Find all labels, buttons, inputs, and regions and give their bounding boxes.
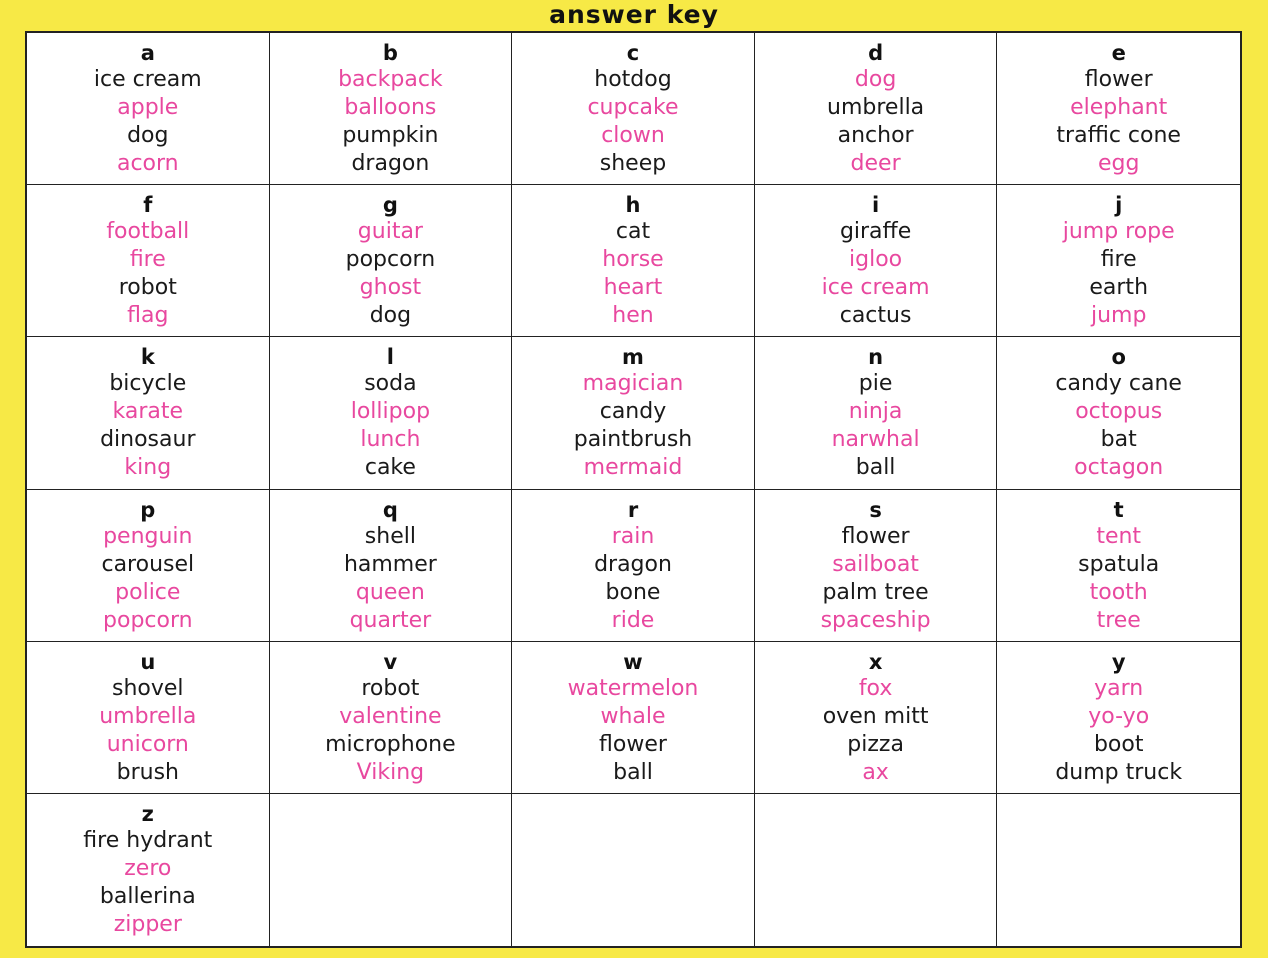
matching-word: king (124, 455, 172, 481)
cell-letter: z (141, 801, 154, 826)
matching-word: ghost (359, 275, 422, 301)
cell-letter: p (140, 497, 156, 522)
nonmatching-word: dragon (351, 151, 430, 176)
nonmatching-word: sheep (599, 151, 667, 176)
nonmatching-word: pie (858, 371, 893, 397)
letter-cell-n (755, 337, 998, 489)
matching-word: umbrella (99, 703, 197, 729)
letter-cell-p (27, 490, 270, 642)
matching-word: karate (112, 399, 184, 425)
cell-letter: r (627, 497, 639, 522)
nonmatching-word: bat (1100, 427, 1137, 453)
cell-letter: d (868, 41, 884, 65)
nonmatching-word: bicycle (109, 371, 187, 397)
nonmatching-word: oven mitt (822, 703, 929, 729)
matching-word: ninja (848, 399, 903, 425)
page-title: answer key (549, 0, 719, 29)
matching-word: penguin (103, 523, 193, 549)
letter-cell-w (512, 642, 755, 794)
cell-letter: e (1111, 41, 1126, 65)
letter-cell-v (270, 642, 513, 794)
letter-cell-e (997, 33, 1240, 185)
matching-word: football (106, 219, 190, 245)
nonmatching-word: robot (361, 675, 420, 701)
cell-letter: u (140, 649, 156, 674)
matching-word: balloons (344, 95, 437, 120)
nonmatching-word: giraffe (839, 219, 912, 245)
matching-word: yarn (1094, 675, 1144, 701)
matching-word: tree (1096, 607, 1141, 633)
cell-letter: n (868, 345, 884, 370)
matching-word: queen (355, 579, 425, 605)
cell-letter: a (140, 41, 155, 65)
letter-cell-u (27, 642, 270, 794)
nonmatching-word: paintbrush (573, 427, 693, 453)
letter-cell-h (512, 185, 755, 337)
matching-word: ride (611, 607, 655, 633)
matching-word: egg (1097, 151, 1140, 176)
nonmatching-word: bone (605, 579, 661, 605)
matching-word: unicorn (106, 731, 189, 757)
cell-letter: f (143, 193, 153, 218)
nonmatching-word: carousel (101, 551, 195, 577)
matching-word: zipper (113, 911, 182, 937)
matching-word: spaceship (820, 607, 931, 633)
answer-key-grid (25, 31, 1242, 948)
letter-cell-t (997, 490, 1240, 642)
empty-cell (512, 794, 755, 946)
nonmatching-word: dog (127, 123, 169, 148)
nonmatching-word: traffic cone (1056, 123, 1181, 148)
matching-word: clown (601, 123, 665, 148)
nonmatching-word: pizza (847, 731, 904, 757)
nonmatching-word: umbrella (827, 95, 925, 120)
letter-cell-f (27, 185, 270, 337)
letter-cell-q (270, 490, 513, 642)
matching-word: Viking (356, 759, 425, 785)
letter-cell-s (755, 490, 998, 642)
matching-word: mermaid (583, 455, 683, 481)
matching-word: yo-yo (1088, 703, 1150, 729)
cell-letter: k (140, 345, 155, 370)
matching-word: tent (1096, 523, 1142, 549)
matching-word: zero (124, 855, 172, 881)
nonmatching-word: cactus (839, 303, 912, 329)
matching-word: valentine (339, 703, 442, 729)
matching-word: popcorn (103, 607, 193, 633)
nonmatching-word: dump truck (1055, 759, 1183, 785)
matching-word: acorn (116, 151, 179, 176)
nonmatching-word: flower (841, 523, 910, 549)
matching-word: deer (850, 151, 901, 176)
nonmatching-word: dog (369, 303, 412, 329)
nonmatching-word: robot (118, 275, 177, 301)
matching-word: octagon (1074, 455, 1164, 481)
cell-letter: y (1111, 649, 1126, 674)
cell-letter: b (382, 41, 398, 65)
cell-letter: c (626, 41, 640, 65)
letter-cell-m (512, 337, 755, 489)
empty-cell (270, 794, 513, 946)
nonmatching-word: ball (855, 455, 896, 481)
letter-cell-o (997, 337, 1240, 489)
nonmatching-word: microphone (325, 731, 456, 757)
nonmatching-word: pumpkin (342, 123, 439, 148)
matching-word: ax (862, 759, 889, 785)
matching-word: flag (127, 303, 169, 329)
matching-word: hen (612, 303, 654, 329)
nonmatching-word: ballerina (99, 883, 196, 909)
nonmatching-word: shovel (112, 675, 184, 701)
nonmatching-word: shell (364, 523, 416, 549)
matching-word: narwhal (831, 427, 920, 453)
matching-word: jump (1090, 303, 1147, 329)
letter-cell-d (755, 33, 998, 185)
cell-letter: t (1113, 497, 1124, 522)
nonmatching-word: cake (364, 455, 416, 481)
nonmatching-word: earth (1089, 275, 1149, 301)
nonmatching-word: hotdog (594, 67, 672, 92)
letter-cell-l (270, 337, 513, 489)
matching-word: ice cream (821, 275, 930, 301)
matching-word: magician (582, 371, 684, 397)
nonmatching-word: palm tree (822, 579, 929, 605)
cell-letter: s (869, 497, 882, 522)
letter-cell-r (512, 490, 755, 642)
letter-cell-i (755, 185, 998, 337)
cell-letter: x (868, 649, 883, 674)
nonmatching-word: flower (599, 731, 667, 757)
matching-word: lollipop (350, 399, 431, 425)
matching-word: tooth (1089, 579, 1148, 605)
matching-word: apple (117, 95, 179, 120)
letter-cell-a (27, 33, 270, 185)
nonmatching-word: brush (116, 759, 179, 785)
nonmatching-word: popcorn (345, 247, 436, 273)
letter-cell-k (27, 337, 270, 489)
cell-letter: m (622, 345, 644, 370)
nonmatching-word: fire (1100, 247, 1137, 273)
empty-cell (997, 794, 1240, 946)
matching-word: whale (600, 703, 666, 729)
cell-letter: w (623, 649, 643, 674)
letter-cell-j (997, 185, 1240, 337)
nonmatching-word: dinosaur (100, 427, 196, 453)
nonmatching-word: candy (599, 399, 667, 425)
matching-word: heart (603, 275, 663, 301)
letter-cell-x (755, 642, 998, 794)
matching-word: octopus (1075, 399, 1163, 425)
matching-word: rain (611, 523, 655, 549)
nonmatching-word: flower (1084, 67, 1153, 92)
matching-word: cupcake (587, 95, 679, 120)
matching-word: guitar (357, 219, 423, 245)
nonmatching-word: spatula (1078, 551, 1160, 577)
matching-word: jump rope (1062, 219, 1175, 245)
matching-word: igloo (849, 247, 903, 273)
nonmatching-word: ball (613, 759, 653, 785)
letter-cell-g (270, 185, 513, 337)
nonmatching-word: hammer (343, 551, 437, 577)
letter-cell-z (27, 794, 270, 946)
matching-word: watermelon (567, 675, 699, 701)
letter-cell-y (997, 642, 1240, 794)
matching-word: lunch (360, 427, 421, 453)
cell-letter: h (625, 193, 641, 218)
matching-word: fire (129, 247, 166, 273)
cell-letter: j (1115, 193, 1123, 218)
nonmatching-word: fire hydrant (83, 827, 213, 853)
nonmatching-word: dragon (594, 551, 672, 577)
cell-letter: v (383, 649, 398, 674)
nonmatching-word: soda (364, 371, 417, 397)
matching-word: horse (602, 247, 664, 273)
letter-cell-c (512, 33, 755, 185)
matching-word: elephant (1070, 95, 1168, 120)
nonmatching-word: ice cream (93, 67, 202, 92)
cell-letter: l (386, 345, 394, 370)
matching-word: sailboat (832, 551, 919, 577)
matching-word: fox (858, 675, 893, 701)
matching-word: quarter (349, 607, 432, 633)
nonmatching-word: cat (615, 219, 651, 245)
empty-cell (755, 794, 998, 946)
letter-cell-b (270, 33, 513, 185)
nonmatching-word: candy cane (1055, 371, 1182, 397)
cell-letter: o (1111, 345, 1126, 370)
cell-letter: i (871, 193, 880, 218)
matching-word: backpack (338, 67, 443, 92)
nonmatching-word: anchor (837, 123, 914, 148)
matching-word: police (115, 579, 181, 605)
matching-word: dog (854, 67, 897, 92)
cell-letter: g (382, 193, 398, 218)
nonmatching-word: boot (1093, 731, 1144, 757)
cell-letter: q (382, 497, 398, 522)
